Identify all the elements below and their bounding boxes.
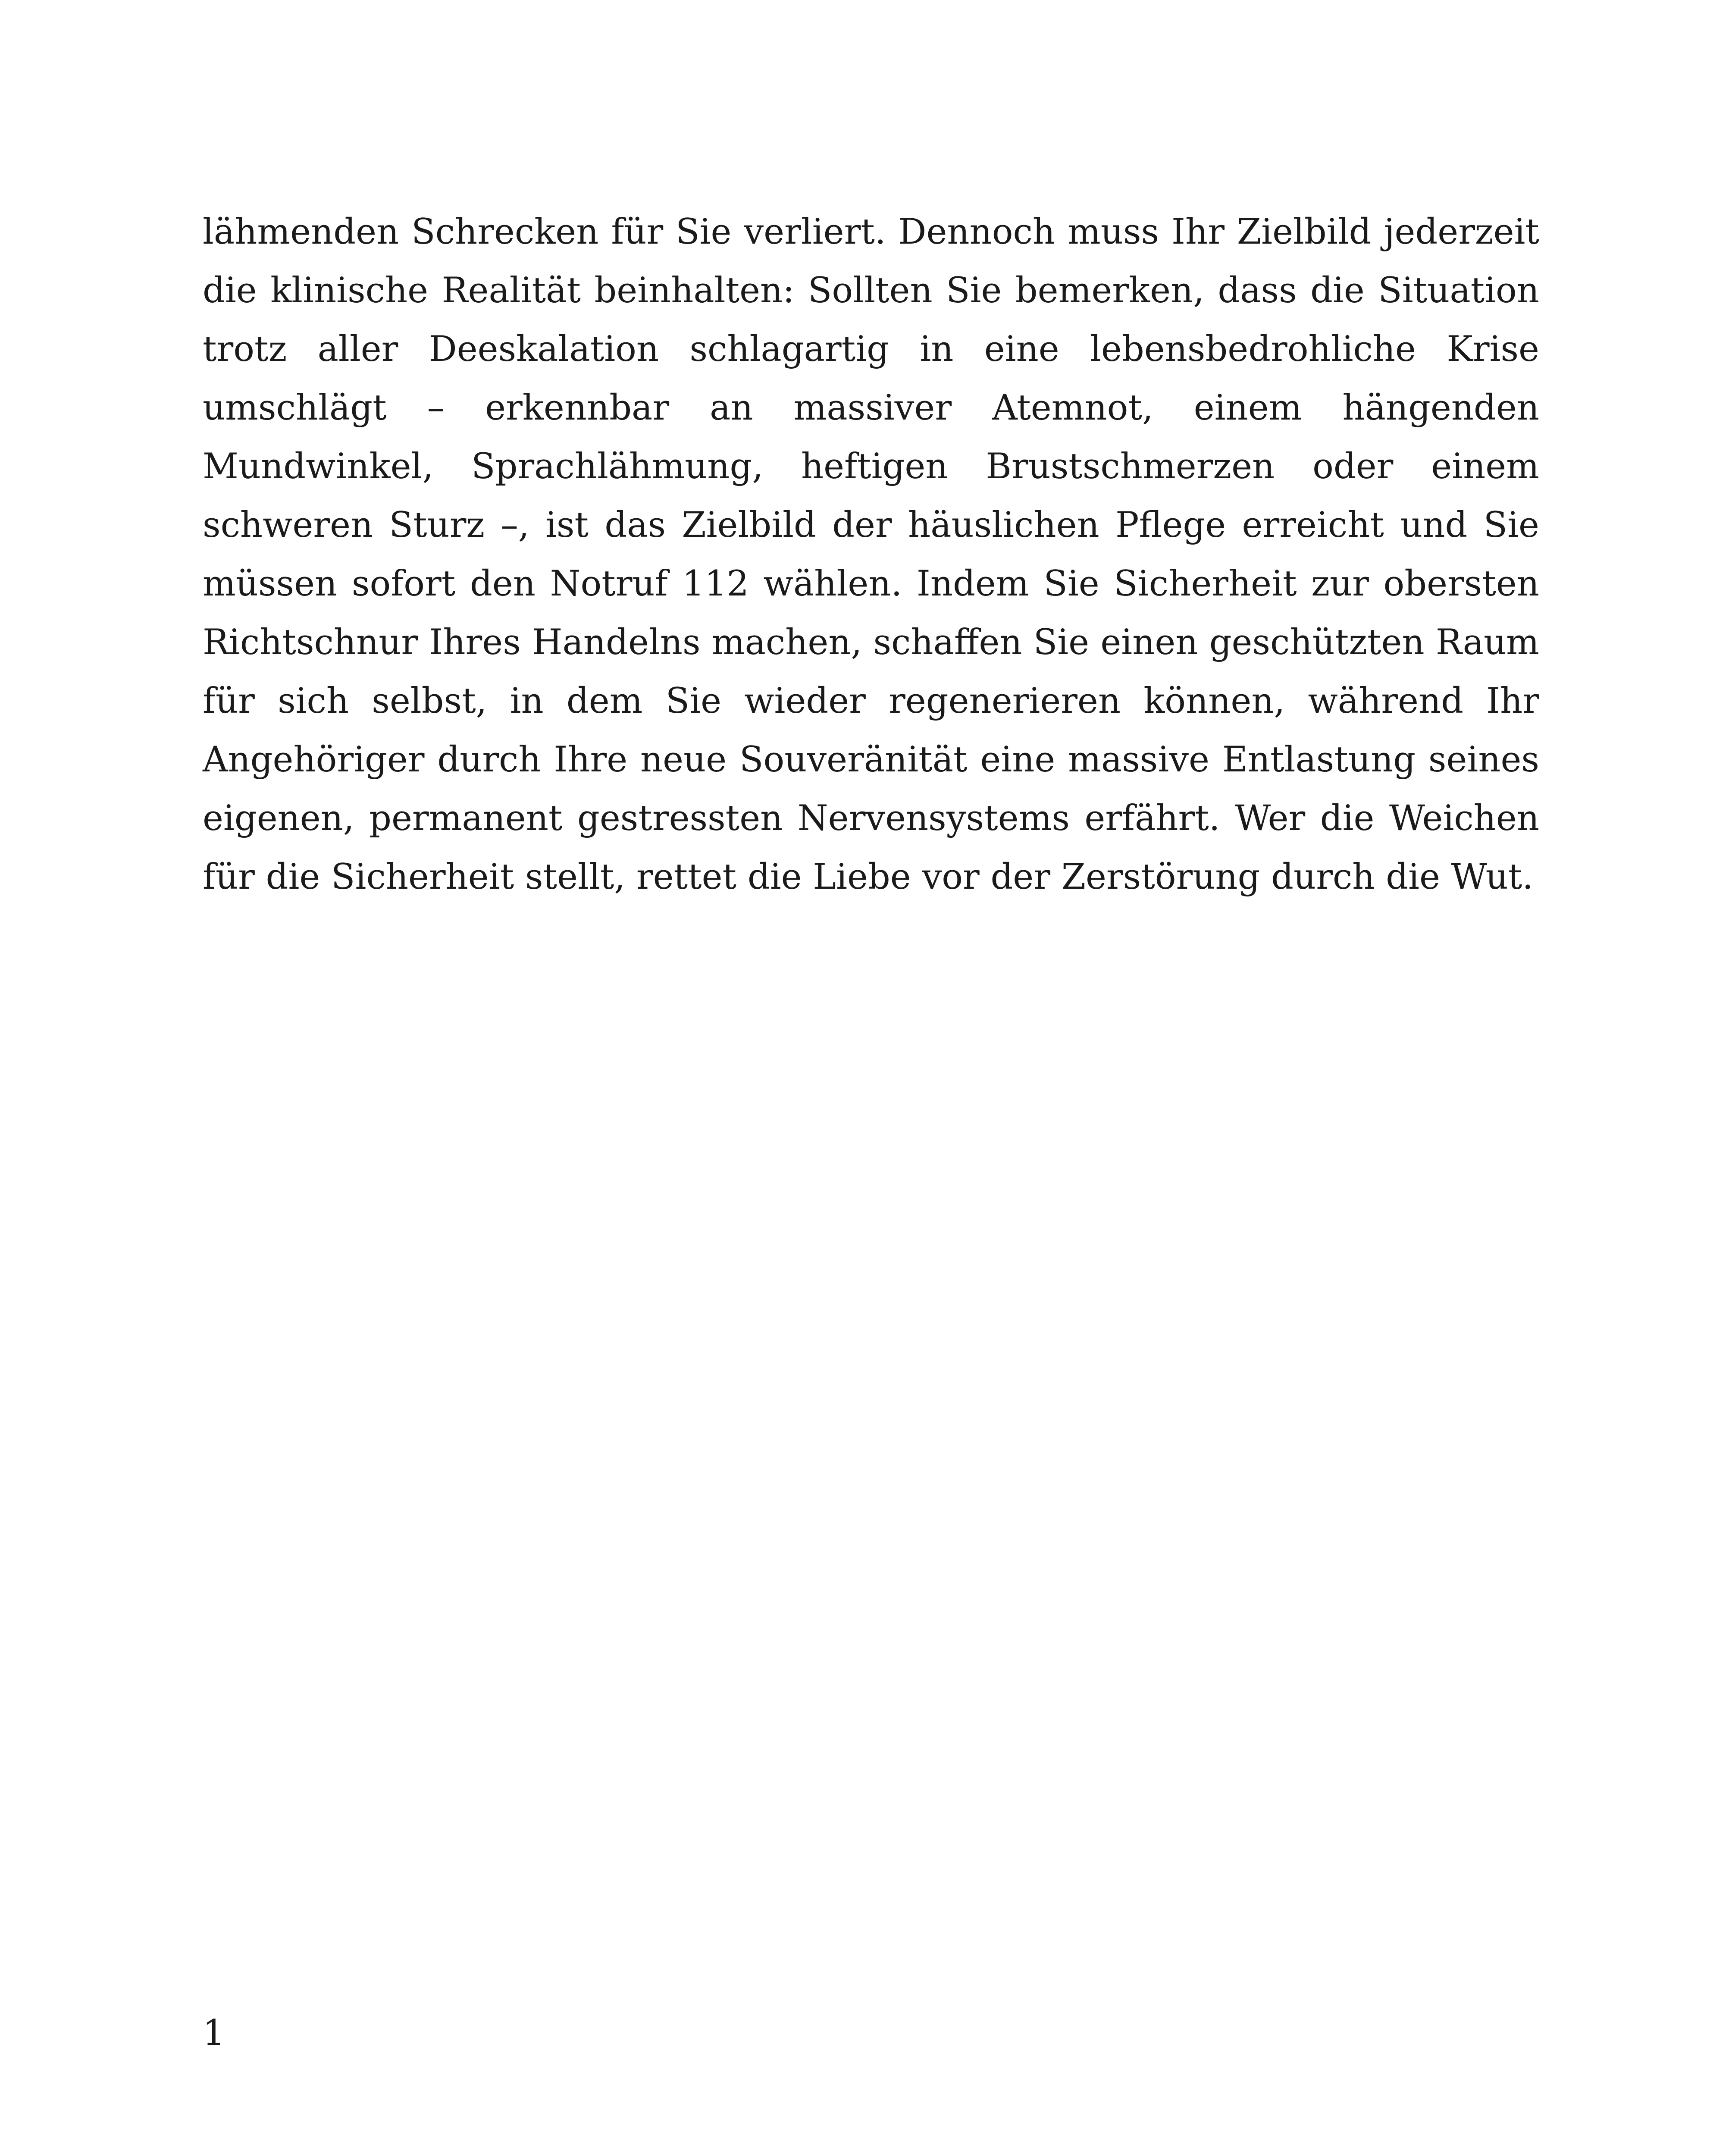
body-paragraph: lähmenden Schrecken für Sie verliert. Dennoch muss Ihr Zielbild jederzeit die klinische Realität beinhalten: Sollten Sie bemerken, dass die Situation trotz aller Deeskalation schlagartig in eine lebensbedrohliche Krise umschlägt – erkennbar an massiver Atemnot, einem hängenden Mundwinkel, Sprachlähmung, heftigen Brustschmerzen oder einem schweren Sturz –, ist das Zielbild der häuslichen Pflege erreicht und Sie müssen sofort den Notruf 112 wählen. Indem Sie Sicherheit zur obersten Richtschnur Ihres Handelns machen, schaffen Sie einen geschützten Raum für sich selbst, in dem Sie wieder regenerieren können, während Ihr Angehöriger durch Ihre neue Souveränität eine massive Entlastung seines eigenen, permanent gestressten Nervensystems erfährt. Wer die Weichen für die Sicherheit stellt, rettet die Liebe vor der Zerstörung durch die Wut. xyxy=(203,212,1539,897)
page-number: 1 xyxy=(203,2013,225,2053)
